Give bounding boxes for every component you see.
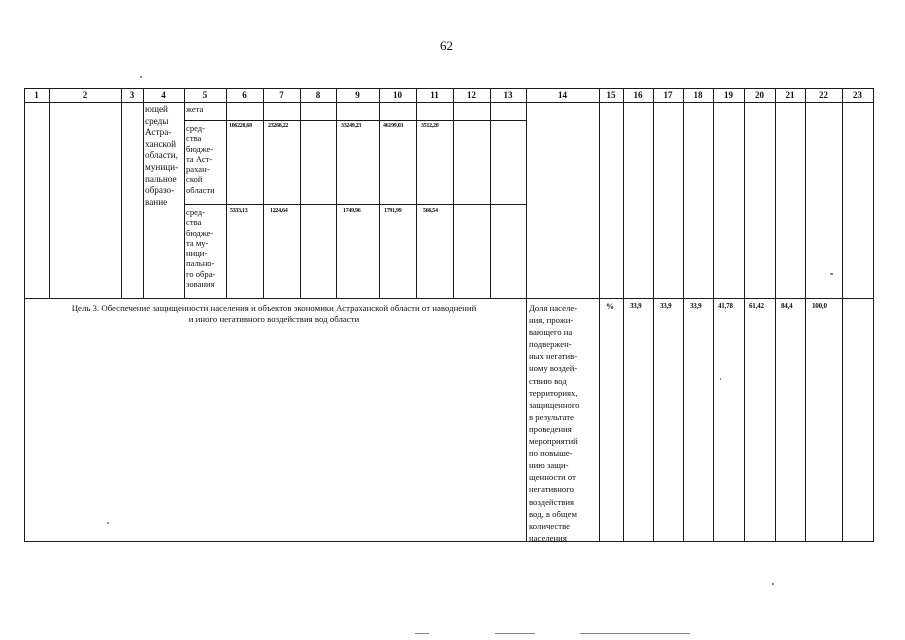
header-cell: 11 bbox=[430, 90, 439, 100]
header-cell: 16 bbox=[633, 90, 643, 100]
header-cell: 21 bbox=[785, 90, 795, 100]
header-cell: 14 bbox=[558, 90, 567, 100]
goal-3-value-16: 33,9 bbox=[630, 302, 642, 310]
header-cell: 4 bbox=[161, 90, 166, 100]
goal-3-value-18: 33,9 bbox=[690, 302, 702, 310]
row-a-col7: 23268,22 bbox=[268, 123, 289, 129]
header-cell: 6 bbox=[242, 90, 247, 100]
scan-speck bbox=[140, 76, 142, 78]
goal-3-unit: % bbox=[606, 302, 614, 311]
page-number: 62 bbox=[440, 38, 453, 53]
header-cell: 1 bbox=[34, 90, 39, 100]
scan-speck bbox=[107, 522, 109, 524]
row-a-col11: 3512,20 bbox=[421, 123, 439, 129]
header-cell: 15 bbox=[606, 90, 616, 100]
goal-3-title bbox=[24, 303, 524, 325]
header-cell: 23 bbox=[853, 90, 862, 100]
row-a-col10: 46199,03 bbox=[383, 123, 404, 129]
header-cell: 7 bbox=[279, 90, 284, 100]
row-b-col11: 566,54 bbox=[423, 208, 438, 214]
row-a-col9: 33249,23 bbox=[341, 123, 362, 129]
header-cell: 22 bbox=[819, 90, 828, 100]
goal-3-line2: и иного негативного воздействия вод области bbox=[188, 314, 360, 324]
goal-3-value-21: 84,4 bbox=[781, 302, 793, 310]
row-a-col5-top: жета bbox=[186, 104, 204, 114]
scan-speck bbox=[720, 378, 721, 380]
goal-3-line1: Цель 3. Обеспечение защищенности населения и объектов экономики Астраханской области от наводнений bbox=[71, 303, 477, 313]
row-b-col10: 1791,99 bbox=[384, 208, 402, 214]
row-a-col5-funding: сред- ства бюдже- та Аст- рахан- ской области bbox=[186, 123, 215, 195]
scan-speck bbox=[415, 633, 429, 634]
header-cell: 8 bbox=[315, 90, 321, 100]
header-cell: 18 bbox=[693, 90, 703, 100]
goal-3-value-19: 41,78 bbox=[718, 302, 733, 310]
header-cell: 3 bbox=[129, 90, 135, 100]
scan-speck bbox=[495, 633, 535, 634]
header-cell: 9 bbox=[355, 90, 360, 100]
row-a-col6: 106228,68 bbox=[229, 123, 252, 129]
row-b-col9: 1749,96 bbox=[343, 208, 361, 214]
header-cell: 5 bbox=[202, 90, 208, 100]
row-b-col5-funding: сред- ства бюдже- та му- ници- пально- го обра- зования bbox=[186, 207, 216, 290]
header-cell: 17 bbox=[663, 90, 673, 100]
scan-speck bbox=[772, 583, 774, 585]
header-cell: 10 bbox=[393, 90, 402, 100]
header-cell: 19 bbox=[724, 90, 733, 100]
header-cell: 2 bbox=[82, 90, 88, 100]
scan-speck bbox=[580, 633, 690, 634]
goal-3-value-17: 33,9 bbox=[660, 302, 672, 310]
col4-text: ющей среды Астра- ханской области, муници- пальное образо- вание bbox=[145, 104, 179, 207]
header-cell: 12 bbox=[467, 90, 476, 100]
header-cell: 13 bbox=[503, 90, 513, 100]
header-cell: 20 bbox=[755, 90, 764, 100]
goal-3-value-22: 100,0 bbox=[812, 302, 827, 310]
goal-3-value-20: 61,42 bbox=[749, 302, 764, 310]
row-b-col6: 5333,13 bbox=[230, 208, 248, 214]
scan-speck bbox=[830, 273, 833, 275]
row-b-col7: 1224,64 bbox=[270, 208, 288, 214]
goal-3-indicator: Доля населе- ния, прожи- вающего на подвержен- ных негатив- ному воздей- ствию вод территориях, защищенного в результате проведения мероприятий по повыше- нию защи- щенности от негативного воздействия вод, в общем количестве населения bbox=[529, 303, 580, 543]
